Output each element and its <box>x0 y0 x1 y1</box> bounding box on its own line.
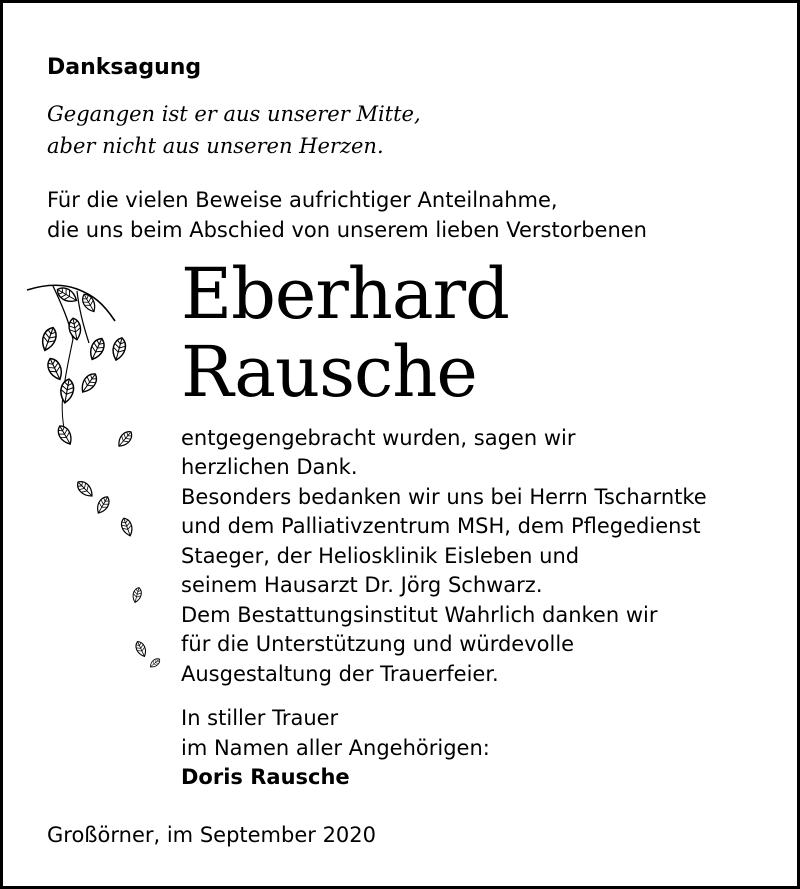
signature-name: Doris Rausche <box>181 765 350 789</box>
quote-line-1: Gegangen ist er aus unserer Mitte, <box>47 102 421 126</box>
body-line-5: Staeger, der Heliosklinik Eisleben und <box>181 544 580 568</box>
body-line-1: entgegengebracht wurden, sagen wir <box>181 426 576 450</box>
intro-line-2: die uns beim Abschied von unserem lieben Verstorbenen <box>47 218 647 242</box>
signature-line-2: im Namen aller Angehörigen: <box>181 736 490 760</box>
falling-leaves-branch-icon <box>3 3 183 683</box>
deceased-last-name: Rausche <box>181 331 477 413</box>
place-date-footer: Großörner, im September 2020 <box>47 823 377 847</box>
deceased-first-name: Eberhard <box>181 253 509 335</box>
body-line-2: herzlichen Dank. <box>181 455 358 479</box>
body-line-4: und dem Palliativzentrum MSH, dem Pflegedienst <box>181 514 701 538</box>
body-line-7: Dem Bestattungsinstitut Wahrlich danken wir <box>181 603 658 627</box>
intro-line-1: Für die vielen Beweise aufrichtiger Anteilnahme, <box>47 188 558 212</box>
body-line-3: Besonders bedanken wir uns bei Herrn Tscharntke <box>181 485 707 509</box>
signature-line-1: In stiller Trauer <box>181 706 339 730</box>
body-line-9: Ausgestaltung der Trauerfeier. <box>181 662 499 686</box>
notice-heading: Danksagung <box>47 55 202 80</box>
body-line-8: für die Unterstützung und würdevolle <box>181 632 575 656</box>
quote-line-2: aber nicht aus unseren Herzen. <box>47 134 384 158</box>
body-line-6: seinem Hausarzt Dr. Jörg Schwarz. <box>181 573 543 597</box>
